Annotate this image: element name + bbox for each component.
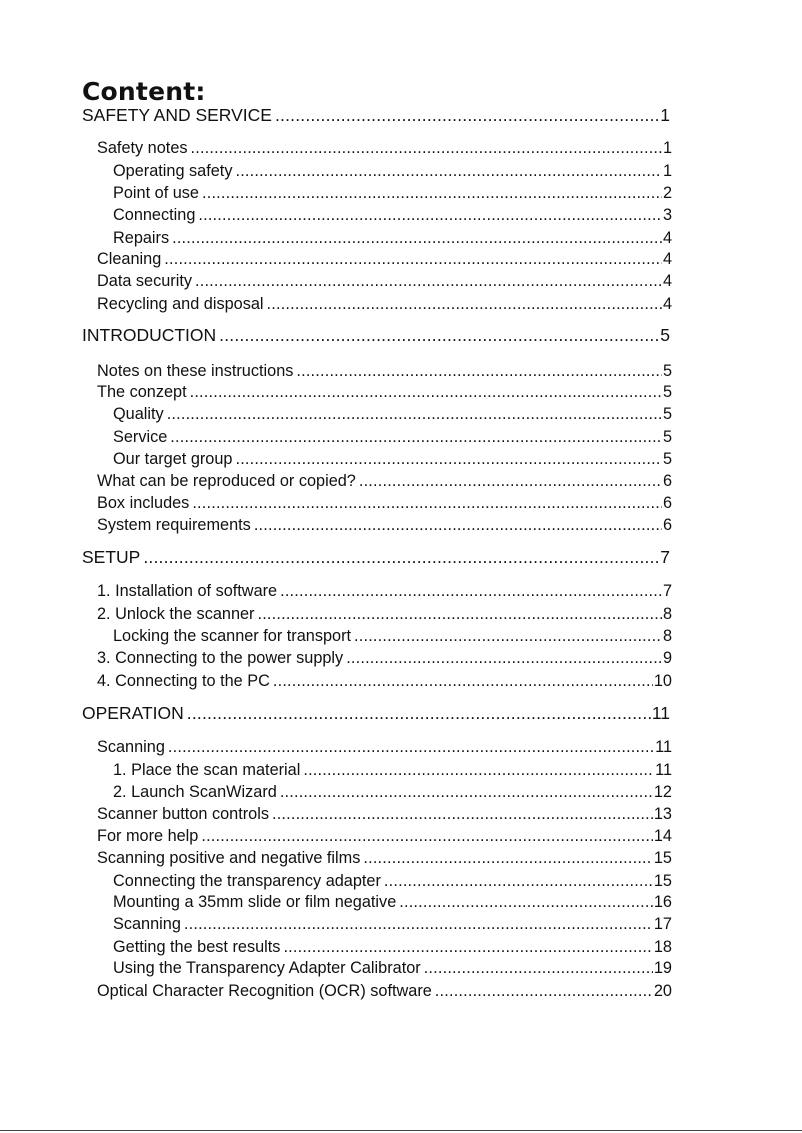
toc-page-number: 11 <box>655 738 672 756</box>
toc-entry-label: Box includes <box>97 494 190 512</box>
toc-page-number: 11 <box>655 761 672 779</box>
toc-page-number: 1 <box>662 139 672 157</box>
dot-leader <box>192 493 662 513</box>
toc-page-number: 4 <box>662 295 672 313</box>
dot-leader <box>201 826 653 846</box>
toc-entry[interactable] <box>113 760 672 780</box>
dot-leader <box>275 104 659 126</box>
toc-entry-label: Point of use <box>113 184 199 202</box>
toc-page-number: 5 <box>662 450 672 468</box>
toc-page-number: 17 <box>653 915 672 933</box>
dot-leader <box>359 471 662 491</box>
toc-page-number: 1 <box>662 162 672 180</box>
toc-entry-label: Scanning <box>97 738 165 756</box>
toc-section-operation[interactable] <box>82 702 670 724</box>
dot-leader <box>384 871 653 891</box>
dot-leader <box>424 958 653 978</box>
dot-leader <box>273 671 653 691</box>
toc-page-number: 8 <box>662 627 672 645</box>
toc-page-number: 20 <box>653 982 672 1000</box>
toc-entry[interactable] <box>97 249 672 269</box>
toc-entry-label: What can be reproduced or copied? <box>97 472 356 490</box>
toc-entry[interactable] <box>113 892 672 912</box>
toc-entry[interactable] <box>97 471 672 491</box>
toc-entry-label: Scanner button controls <box>97 805 269 823</box>
dot-leader <box>399 892 653 912</box>
page-title: Content: <box>82 76 206 106</box>
toc-page-number: 6 <box>662 516 672 534</box>
toc-entry-label: Scanning positive and negative films <box>97 849 361 867</box>
toc-entry[interactable] <box>113 626 672 646</box>
dot-leader <box>280 782 653 802</box>
dot-leader <box>164 249 662 269</box>
toc-entry-label: For more help <box>97 827 199 845</box>
dot-leader <box>198 205 662 225</box>
toc-entry[interactable] <box>97 737 672 757</box>
dot-leader <box>187 702 651 724</box>
toc-entry[interactable] <box>97 294 672 314</box>
dot-leader <box>254 515 662 535</box>
toc-entry[interactable] <box>113 228 672 248</box>
toc-entry-label: Safety notes <box>97 139 188 157</box>
dot-leader <box>435 981 653 1001</box>
toc-section-setup[interactable] <box>82 546 670 568</box>
dot-leader <box>195 271 662 291</box>
toc-entry-label: Cleaning <box>97 250 162 268</box>
toc-entry-label: Service <box>113 428 168 446</box>
toc-entry[interactable] <box>97 826 672 846</box>
toc-entry[interactable] <box>113 183 672 203</box>
toc-entry-label: Optical Character Recognition (OCR) software <box>97 982 432 1000</box>
toc-entry-label: 3. Connecting to the power supply <box>97 649 344 667</box>
toc-entry[interactable] <box>97 138 672 158</box>
dot-leader <box>354 626 662 646</box>
toc-page-number: 6 <box>662 494 672 512</box>
toc-entry-label: 1. Place the scan material <box>113 761 301 779</box>
toc-entry-label: 1. Installation of software <box>97 582 278 600</box>
toc-page-number: 9 <box>662 649 672 667</box>
dot-leader <box>190 382 662 402</box>
toc-page-number: 13 <box>653 805 672 823</box>
dot-leader <box>283 937 652 957</box>
toc-page-number: 4 <box>662 229 672 247</box>
toc-page-number: 8 <box>662 605 672 623</box>
toc-entry[interactable] <box>113 871 672 891</box>
dot-leader <box>143 546 659 568</box>
toc-entry-label: Locking the scanner for transport <box>113 627 352 645</box>
toc-entry[interactable] <box>113 782 672 802</box>
toc-page-number: 16 <box>653 893 672 911</box>
toc-entry-label: 4. Connecting to the PC <box>97 672 270 690</box>
toc-page-number: 7 <box>662 582 672 600</box>
toc-entry-label: System requirements <box>97 516 251 534</box>
toc-entry-label: Recycling and disposal <box>97 295 264 313</box>
toc-entry[interactable] <box>97 671 672 691</box>
toc-section-label: INTRODUCTION <box>82 325 217 345</box>
dot-leader <box>172 228 662 248</box>
toc-entry[interactable] <box>97 382 672 402</box>
toc-entry[interactable] <box>97 604 672 624</box>
toc-entry[interactable] <box>97 515 672 535</box>
toc-entry[interactable] <box>97 648 672 668</box>
toc-entry[interactable] <box>97 581 672 601</box>
toc-entry[interactable] <box>97 361 672 381</box>
dot-leader <box>363 848 653 868</box>
toc-entry[interactable] <box>113 427 672 447</box>
toc-section-safety-and-service[interactable] <box>82 104 670 126</box>
dot-leader <box>267 294 662 314</box>
toc-entry-label: Repairs <box>113 229 170 247</box>
toc-entry[interactable] <box>113 404 672 424</box>
toc-section-label: OPERATION <box>82 703 184 723</box>
toc-entry[interactable] <box>113 205 672 225</box>
toc-page-number: 10 <box>653 672 672 690</box>
toc-entry[interactable] <box>113 937 672 957</box>
toc-entry-label: Scanning <box>113 915 181 933</box>
toc-entry-label: Using the Transparency Adapter Calibrator <box>113 959 421 977</box>
toc-page-number: 4 <box>662 272 672 290</box>
toc-entry-label: 2. Launch ScanWizard <box>113 783 277 801</box>
toc-entry-label: Operating safety <box>113 162 233 180</box>
dot-leader <box>168 737 654 757</box>
toc-entry-label: Connecting <box>113 206 196 224</box>
toc-entry[interactable] <box>97 271 672 291</box>
toc-entry-label: The conzept <box>97 383 187 401</box>
toc-entry-label: 2. Unlock the scanner <box>97 605 255 623</box>
dot-leader <box>235 449 661 469</box>
toc-entry-label: Quality <box>113 405 164 423</box>
toc-entry-label: Getting the best results <box>113 938 281 956</box>
toc-entry[interactable] <box>113 914 672 934</box>
toc-page-number: 5 <box>662 362 672 380</box>
toc-page-number: 14 <box>653 827 672 845</box>
dot-leader <box>191 138 662 158</box>
toc-entry-label: Notes on these instructions <box>97 362 294 380</box>
toc-entry[interactable] <box>113 161 672 181</box>
page-bottom-divider <box>0 1130 802 1131</box>
toc-entry-label: Data security <box>97 272 193 290</box>
dot-leader <box>296 361 662 381</box>
toc-entry[interactable] <box>113 449 672 469</box>
toc-section-label: SETUP <box>82 547 141 567</box>
dot-leader <box>167 404 662 424</box>
dot-leader <box>272 804 653 824</box>
dot-leader <box>184 914 653 934</box>
toc-page-number: 5 <box>662 405 672 423</box>
dot-leader <box>280 581 662 601</box>
toc-entry[interactable] <box>97 981 672 1001</box>
toc-entry[interactable] <box>113 958 672 978</box>
toc-page-number: 5 <box>662 428 672 446</box>
toc-entry-label: Connecting the transparency adapter <box>113 872 381 890</box>
dot-leader <box>346 648 662 668</box>
toc-entry-label: Mounting a 35mm slide or film negative <box>113 893 397 911</box>
toc-page-number: 12 <box>653 783 672 801</box>
toc-page-number: 7 <box>660 547 670 567</box>
toc-section-label: SAFETY AND SERVICE <box>82 105 272 125</box>
toc-entry[interactable] <box>97 848 672 868</box>
toc-entry[interactable] <box>97 804 672 824</box>
toc-page-number: 11 <box>651 703 670 723</box>
dot-leader <box>303 760 654 780</box>
toc-entry-label: Our target group <box>113 450 233 468</box>
toc-page-number: 1 <box>660 105 670 125</box>
dot-leader <box>235 161 661 181</box>
toc-page-number: 3 <box>662 206 672 224</box>
toc-page-number: 18 <box>653 938 672 956</box>
dot-leader <box>170 427 662 447</box>
toc-page-number: 15 <box>653 849 672 867</box>
toc-page-number: 6 <box>662 472 672 490</box>
toc-page-number: 5 <box>662 383 672 401</box>
toc-page-number: 4 <box>662 250 672 268</box>
dot-leader <box>202 183 662 203</box>
toc-page-number: 19 <box>653 959 672 977</box>
dot-leader <box>219 324 659 346</box>
toc-page-number: 15 <box>653 872 672 890</box>
dot-leader <box>257 604 661 624</box>
toc-section-introduction[interactable] <box>82 324 670 346</box>
toc-entry[interactable] <box>97 493 672 513</box>
toc-page-number: 2 <box>662 184 672 202</box>
toc-page-number: 5 <box>660 325 670 345</box>
